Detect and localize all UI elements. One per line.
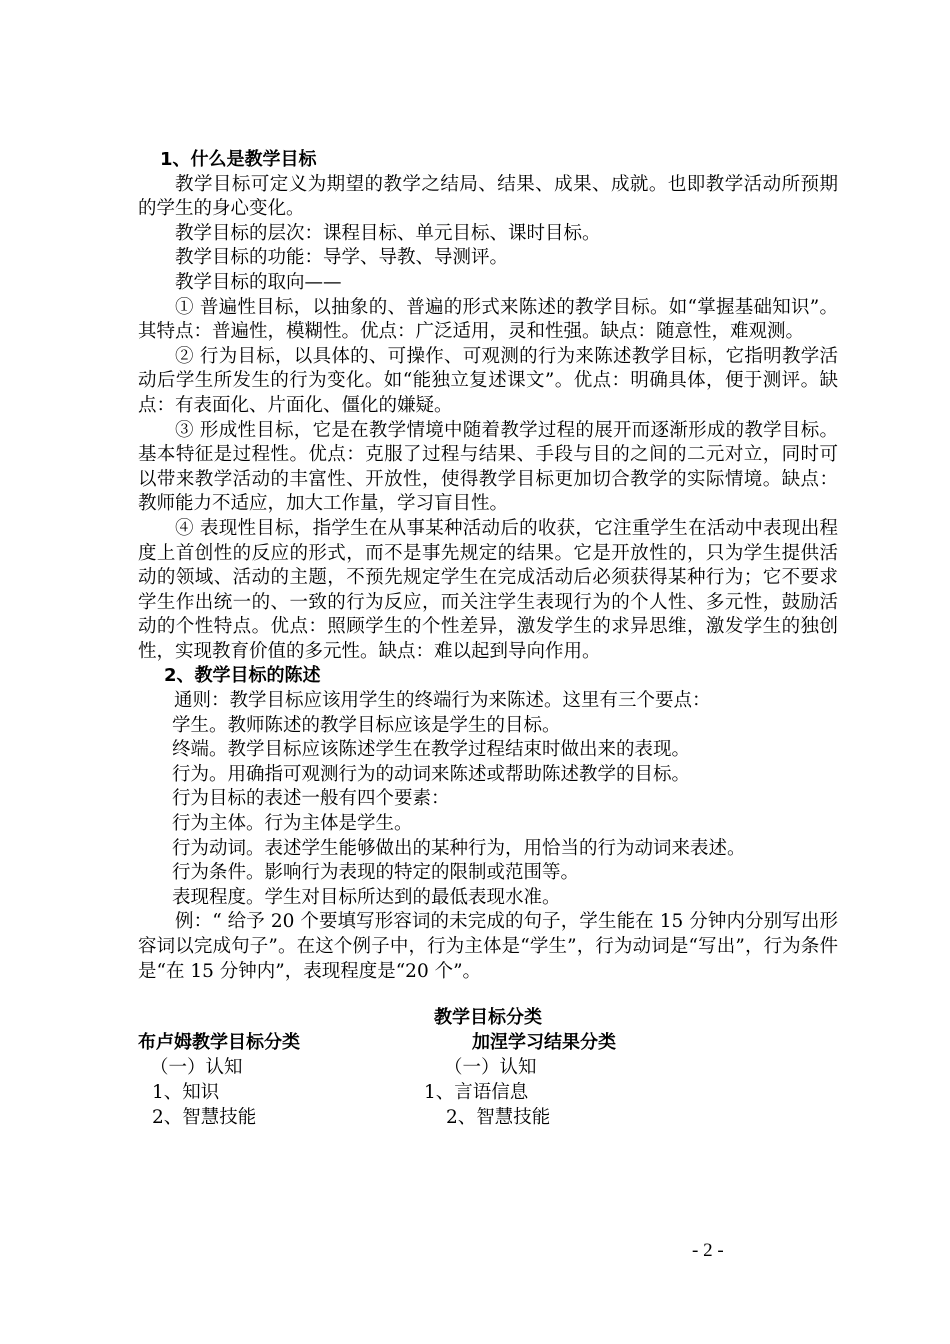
orientation-3-paragraph: ③ 形成性目标，它是在教学情境中随着教学过程的展开而逐渐形成的教学目标。基本特征是过程性。优点：克服了过程与结果、手段与目的之间的二元对立，同时可以带来教学活动的丰富性、开放性，使得教学目标更加切合教学的实际情境。缺点：教师能力不适应，加大工作量，学习盲目性。 — [138, 419, 838, 515]
four-elements-line: 行为目标的表述一般有四个要素： — [172, 788, 450, 810]
document-body — [138, 148, 838, 1131]
gagne-heading: 加涅学习结果分类 — [472, 1031, 616, 1053]
classification-columns — [138, 1031, 838, 1131]
bloom-heading: 布卢姆教学目标分类 — [138, 1031, 300, 1053]
behavior-line: 行为。用确指可观测行为的动词来陈述或帮助陈述教学的目标。 — [172, 763, 691, 785]
definition-paragraph: 教学目标可定义为期望的教学之结局、结果、成果、成就。也即教学活动所预期的学生的身心变化。 — [138, 173, 838, 220]
subject-line: 行为主体。行为主体是学生。 — [172, 813, 413, 835]
orientation-2-paragraph: ② 行为目标，以具体的、可操作、可观测的行为来陈述教学目标，它指明教学活动后学生所发生的行为变化。如“能独立复述课文”。优点：明确具体，便于测评。缺点：有表面化、片面化、僵化的嫌疑。 — [138, 345, 838, 416]
gagne-item: 2、智慧技能 — [446, 1106, 551, 1128]
orientation-paragraph: 教学目标的取向—— — [175, 271, 342, 293]
verb-line: 行为动词。表述学生能够做出的某种行为，用恰当的行为动词来表述。 — [172, 837, 746, 859]
bloom-item: （一）认知 — [150, 1056, 243, 1078]
bloom-column — [138, 1031, 300, 1131]
example-paragraph: 例：“ 给予 20 个要填写形容词的未完成的句子，学生能在 15 分钟内分别写出形容词以完成句子”。在这个例子中，行为主体是“学生”，行为动词是“写出”，行为条件是“在 15 分钟内”，表现程度是“20 个”。 — [138, 911, 838, 982]
functions-paragraph: 教学目标的功能：导学、导教、导测评。 — [175, 247, 509, 269]
page-number: - 2 - — [692, 1240, 724, 1261]
levels-paragraph: 教学目标的层次：课程目标、单元目标、课时目标。 — [175, 222, 601, 244]
classification-title: 教学目标分类 — [434, 1007, 542, 1029]
rule-line: 通则：教学目标应该用学生的终端行为来陈述。这里有三个要点： — [174, 690, 711, 712]
section-2-heading: 2、教学目标的陈述 — [164, 665, 321, 687]
degree-line: 表现程度。学生对目标所达到的最低表现水准。 — [172, 886, 561, 908]
condition-line: 行为条件。影响行为表现的特定的限制或范围等。 — [172, 862, 580, 884]
bloom-item: 1、知识 — [152, 1081, 220, 1103]
gagne-item: （一）认知 — [444, 1056, 537, 1078]
orientation-1-paragraph: ① 普遍性目标，以抽象的、普遍的形式来陈述的教学目标。如“掌握基础知识”。其特点：普遍性，模糊性。优点：广泛适用，灵和性强。缺点：随意性，难观测。 — [138, 296, 838, 343]
terminal-line: 终端。教学目标应该陈述学生在教学过程结束时做出来的表现。 — [172, 739, 691, 761]
bloom-item: 2、智慧技能 — [152, 1106, 257, 1128]
gagne-item: 1、言语信息 — [424, 1081, 529, 1103]
student-line: 学生。教师陈述的教学目标应该是学生的目标。 — [172, 714, 561, 736]
section-1-heading: 1、什么是教学目标 — [160, 149, 317, 170]
orientation-4-paragraph: ④ 表现性目标，指学生在从事某种活动后的收获，它注重学生在活动中表现出程度上首创性的反应的形式，而不是事先规定的结果。它是开放性的，只为学生提供活动的领域、活动的主题，不预先规定学生在完成活动后必须获得某种行为；它不要求学生作出统一的、一致的行为反应，而关注学生表现行为的个人性、多元性，鼓励活动的个性特点。优点：照顾学生的个性差异，激发学生的求异思维，激发学生的独创性，实现教育价值的多元性。缺点：难以起到导向作用。 — [138, 517, 838, 662]
gagne-column — [424, 1031, 616, 1131]
